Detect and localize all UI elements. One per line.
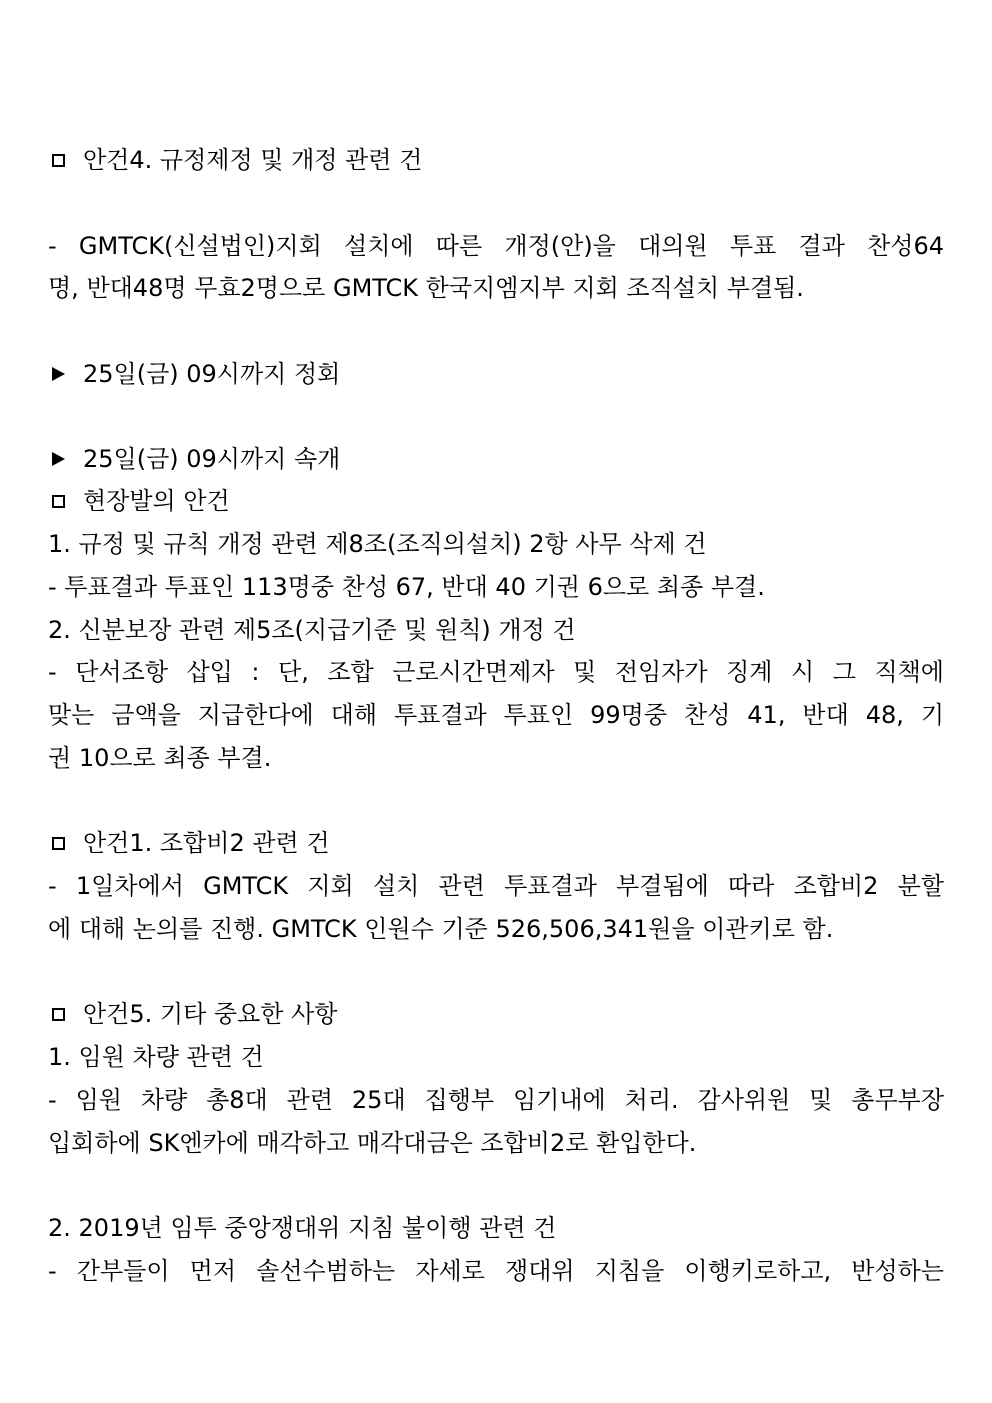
paragraph-line: - 임원 차량 총8대 관련 25대 집행부 임기내에 처리. 감사위원 및 총무부장 xyxy=(48,1086,944,1114)
paragraph-line: 맞는 금액을 지급한다에 대해 투표결과 투표인 99명중 찬성 41, 반대 48, 기 xyxy=(48,701,944,729)
checkbox-bullet-icon xyxy=(52,495,65,508)
list-item-heading: 2. 2019년 임투 중앙쟁대위 지침 불이행 관련 건 xyxy=(48,1214,557,1242)
resume-notice: 25일(금) 09시까지 속개 xyxy=(48,442,944,476)
triangle-bullet-icon xyxy=(52,367,65,381)
paragraph-line: - 1일차에서 GMTCK 지회 설치 관련 투표결과 부결됨에 따라 조합비2 분할 xyxy=(48,872,944,900)
triangle-bullet-icon xyxy=(52,452,65,466)
checkbox-bullet-icon xyxy=(52,154,65,167)
paragraph-line: - GMTCK(신설법인)지회 설치에 따른 개정(안)을 대의원 투표 결과 찬성64 xyxy=(48,232,944,260)
paragraph-line: - 단서조항 삽입 : 단, 조합 근로시간면제자 및 전임자가 징계 시 그 직책에 xyxy=(48,658,944,686)
section-heading-agenda-5: 안건5. 기타 중요한 사항 xyxy=(48,997,944,1031)
list-item-heading: 1. 규정 및 규칙 개정 관련 제8조(조직의설치) 2항 사무 삭제 건 xyxy=(48,530,707,558)
section-heading-agenda-1: 안건1. 조합비2 관련 건 xyxy=(48,826,944,860)
recess-notice: 25일(금) 09시까지 정회 xyxy=(48,357,944,391)
paragraph-line: - 투표결과 투표인 113명중 찬성 67, 반대 40 기권 6으로 최종 부결. xyxy=(48,573,765,601)
paragraph-line: 에 대해 논의를 진행. GMTCK 인원수 기준 526,506,341원을 이관키로 함. xyxy=(48,915,834,943)
list-item-heading: 1. 임원 차량 관련 건 xyxy=(48,1043,264,1071)
paragraph-line: 명, 반대48명 무효2명으로 GMTCK 한국지엠지부 지회 조직설치 부결됨. xyxy=(48,274,804,302)
section-heading-floor-agenda: 현장발의 안건 xyxy=(48,484,944,518)
paragraph-line: 권 10으로 최종 부결. xyxy=(48,744,272,772)
paragraph-line: - 간부들이 먼저 솔선수범하는 자세로 쟁대위 지침을 이행키로하고, 반성하는 xyxy=(48,1257,944,1285)
checkbox-bullet-icon xyxy=(52,1008,65,1021)
section-heading-agenda-4: 안건4. 규정제정 및 개정 관련 건 xyxy=(48,143,944,177)
paragraph-line: 입회하에 SK엔카에 매각하고 매각대금은 조합비2로 환입한다. xyxy=(48,1129,697,1157)
checkbox-bullet-icon xyxy=(52,837,65,850)
list-item-heading: 2. 신분보장 관련 제5조(지급기준 및 원칙) 개정 건 xyxy=(48,616,576,644)
